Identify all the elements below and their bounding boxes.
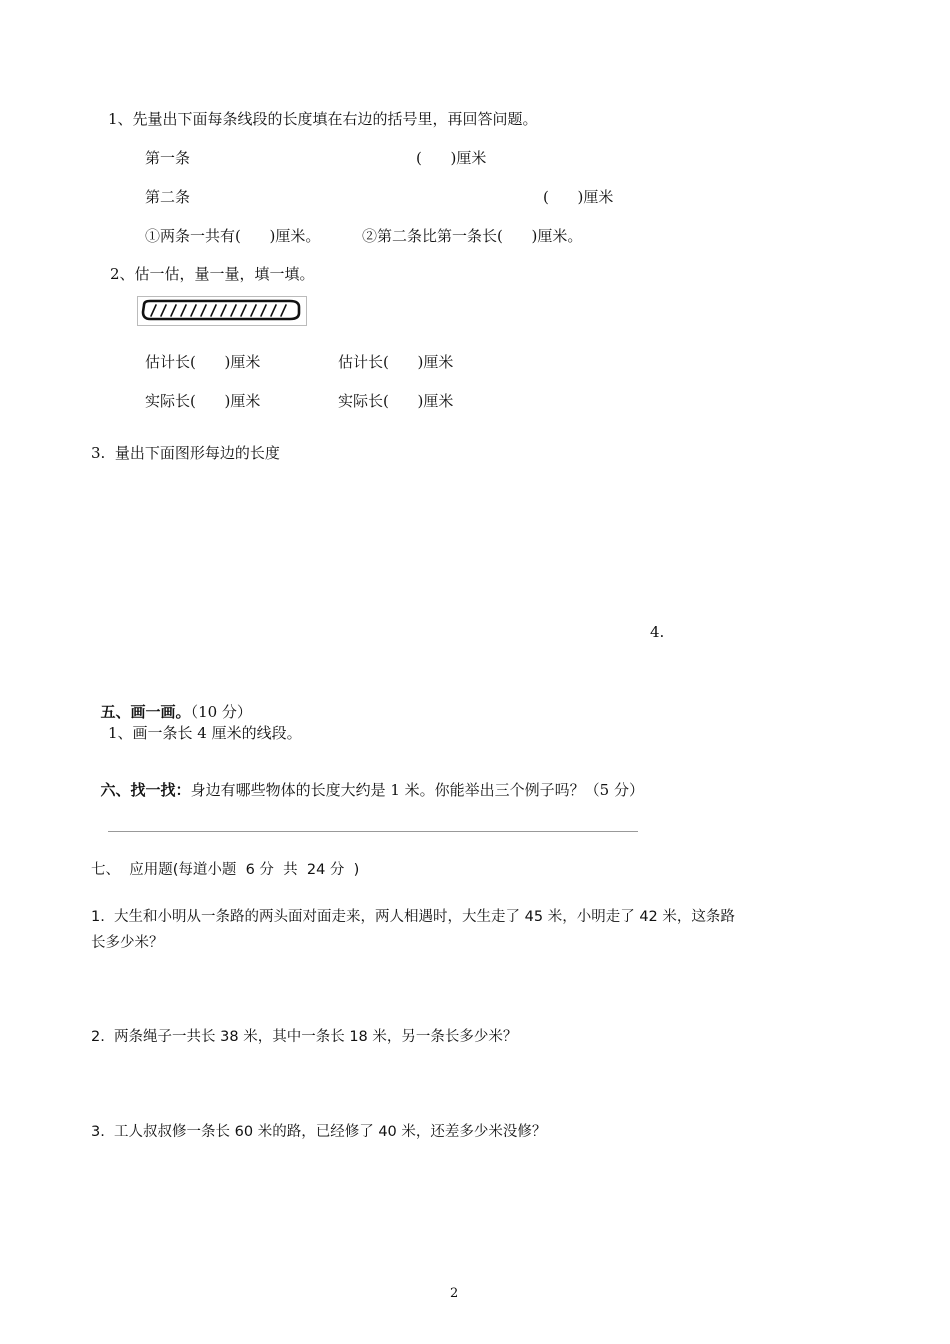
actual-length-1[interactable]: 实际长( )厘米 xyxy=(145,392,261,410)
q4-number: 4. xyxy=(650,623,665,641)
section5-score: （10 分） xyxy=(190,703,252,721)
section5-title: 五、画一画。 xyxy=(100,703,191,721)
line2-label: 第二条 xyxy=(145,188,191,206)
section7-q3: 3. 工人叔叔修一条长 60 米的路，已经修了 40 米，还差多少米没修？ xyxy=(91,1124,547,1140)
section5-q1: 1、画一条长 4 厘米的线段。 xyxy=(108,724,302,742)
section7-q1-line1: 1. 大生和小明从一条路的两头面对面走来，两人相遇时，大生走了 45 米，小明走了 42 米，这条路 xyxy=(91,909,735,925)
q1-sub-difference[interactable]: ②第二条比第一条长( )厘米。 xyxy=(362,227,583,245)
pencil-figure xyxy=(137,296,307,326)
q1-prompt: 1、先量出下面每条线段的长度填在右边的括号里，再回答问题。 xyxy=(108,110,538,128)
q2-prompt: 2、估一估，量一量，填一填。 xyxy=(110,265,315,283)
estimate-length-2[interactable]: 估计长( )厘米 xyxy=(338,353,454,371)
line2-answer-blank[interactable]: ( )厘米 xyxy=(543,188,614,206)
q3-prompt: 3. 量出下面图形每边的长度 xyxy=(91,444,280,462)
line1-answer-blank[interactable]: ( )厘米 xyxy=(416,149,487,167)
actual-length-2[interactable]: 实际长( )厘米 xyxy=(338,392,454,410)
section6-heading xyxy=(91,763,644,799)
section7-q2: 2. 两条绳子一共长 38 米，其中一条长 18 米，另一条长多少米？ xyxy=(91,1029,518,1045)
section7-heading: 七、 应用题(每道小题 6 分 共 24 分 ) xyxy=(91,862,360,878)
section6-title: 六、找一找： xyxy=(100,781,191,799)
section5-heading xyxy=(91,685,252,721)
answer-line[interactable] xyxy=(108,831,638,832)
pencil-icon xyxy=(138,297,306,325)
section6-question: 身边有哪些物体的长度大约是 1 米。你能举出三个例子吗？（5 分） xyxy=(190,781,644,799)
page-number: 2 xyxy=(450,1286,459,1301)
q1-sub-total[interactable]: ①两条一共有( )厘米。 xyxy=(145,227,321,245)
line1-label: 第一条 xyxy=(145,149,191,167)
estimate-length-1[interactable]: 估计长( )厘米 xyxy=(145,353,261,371)
section7-q1-line2: 长多少米？ xyxy=(91,935,164,951)
